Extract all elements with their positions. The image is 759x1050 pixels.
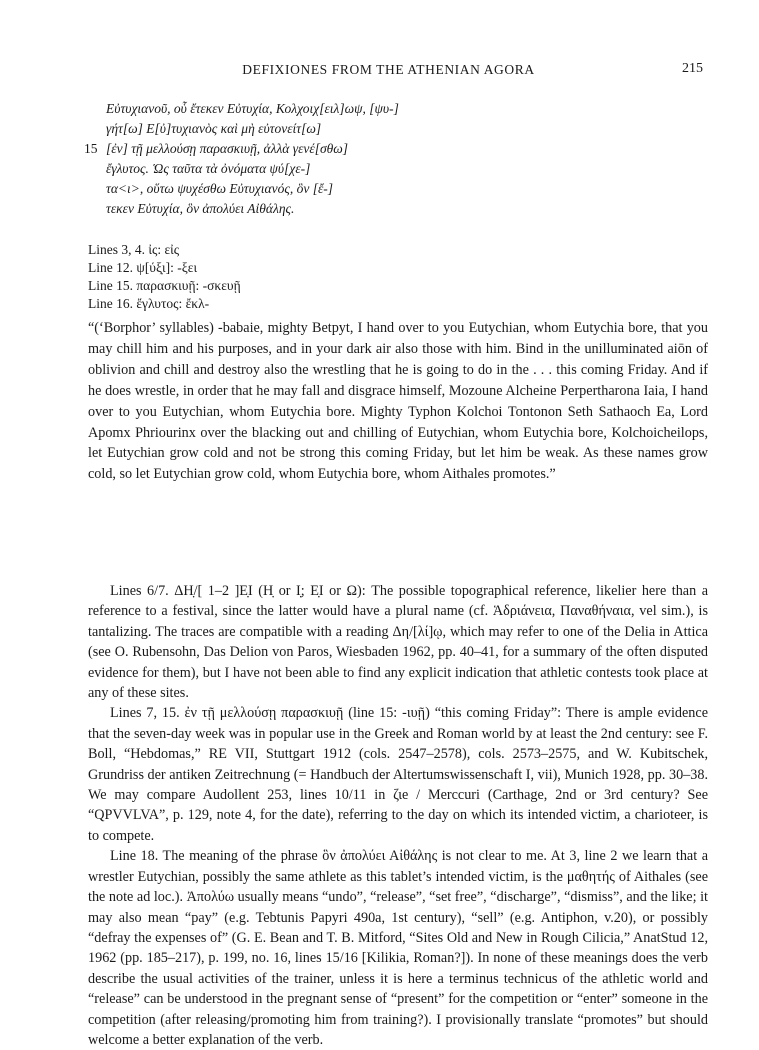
greek-line-text: τεκεν Εὐτυχία, ὃν ἀπολύει Αἰθάλης.: [106, 201, 295, 216]
commentary-paragraph: Lines 7, 15. ἐν τῇ μελλούσῃ παρασκιυῇ (line 15: -ιυῇ) “this coming Friday”: There is ample evidence that the seven-day week was in popular use in the Greek and Roman world by at least the 2nd century: see F. Boll, “Hebdomas,” RE VII, Stuttgart 1912 (cols. 2547–2578), cols. 2573–2575, and W. Kubitschek, Grundriss der antiken Zeitrechnung (= Handbuch der Altertumswissenschaft I, vii), Munich 1928, pp. 30–38. We may compare Audollent 253, lines 10/11 in ζιe / Merccuri (Carthage, 2nd or 3rd century? See “QPVVLVA”, p. 129, note 4, for the date), referring to the day on which its intended victim, a charioteer, is to compete.: [88, 705, 708, 844]
greek-line-text: ἔγλυτος. Ὡς ταῦτα τὰ ὀνόματα ψύ[χε-]: [106, 161, 311, 176]
commentary-paragraph: Line 18. The meaning of the phrase ὃν ἀπολύει Αἰθάλης is not clear to me. At 3, line 2 we learn that a wrestler Eutychian, possibly the same athlete as this tablet’s intended victim, is the μαθητής of Aithales (see the note ad loc.). Ἀπολύω usually means “undo”, “release”, “set free”, “discharge”, “dismiss”, and the like; it may also mean “pay” (e.g. Tebtunis Papyri 490a, 1st century), “sell” (e.g. Antiphon, v.20), or possibly “defray the expenses of” (G. E. Bean and T. B. Mitford, “Sites Old and New in Rough Cilicia,” AnatStud 12, 1962 (pp. 185–217), p. 199, no. 16, lines 15/16 [Kilikia, Roman?]). In none of these meanings does the verb describe the usual activities of the trainer, unless it is here a terminus technicus of the athletic world and “release” can be understood in the pregnant sense of “present” for the competition or “enter” someone in the competition (after releasing/promoting him from training?). I provisionally translate “promotes” but should welcome a better explanation of the verb.: [88, 848, 708, 1048]
apparatus-entry: Line 16. ἔγλυτος: ἔκλ-: [88, 296, 210, 311]
critical-apparatus: [88, 241, 688, 313]
translation-paragraph: “(‘Borphor’ syllables) -babaie, mighty Betpyt, I hand over to you Eutychian, whom Eutychia bore, that you may chill him and his purposes, and in your dark air also those with him. Bind in the unilluminated aiōn of oblivion and chill and destroy also the wrestling that he is going to do in the . . . this coming Friday. And if he does wrestle, in order that he may fall and disgrace himself, Mozoune Alcheine Perpertharona Iaia, I hand over to you Eutychian, whom Eutychia bore. Mighty Typhon Kolchoi Tontonon Seth Sathaoch Ea, Lord Apomx Phriourinx over the blacking out and chilling of Eutychian, whom Eutychia bore, Kolchoicheilops, let Eutychian grow cold and not be strong this coming Friday, but let him be weak. As these names grow cold, so let Eutychian grow cold, whom Eutychia bore, whom Aithales promotes.”: [88, 320, 708, 483]
greek-line: [106, 199, 666, 219]
apparatus-entry: Lines 3, 4. ἰς: εἰς: [88, 242, 180, 257]
commentary: [88, 581, 708, 1050]
greek-line: [84, 139, 666, 159]
commentary-paragraph: Lines 6/7. ΔΗ̣/[ 1–2 ]Ε̣Ι (Η̣ or Ι̣; Ε̣Ι or Ω): The possible topographical reference, likelier here than a reference to a festival, since the latter would have a plural name (cf. Ἁδριάνεια, Παναθήναια, vel sim.), is tantalizing. The traces are compatible with a reading Δη/[λί]ῳ, which may refer to one of the Delia in Attica (see O. Rubensohn, Das Delion von Paros, Wiesbaden 1962, pp. 40–41, for a summary of the often disputed evidence for them), but I have not been able to find any explicit indication that athletic contests took place at any of these sites.: [88, 583, 708, 702]
greek-line-text: [ἐν] τῇ μελλούσῃ παρασκιυῇ, ἀλλὰ γενέ[σθω]: [106, 141, 349, 156]
apparatus-entry: Line 12. ψ[ύξ̣ι]: -ξει: [88, 260, 198, 275]
page-number: 215: [682, 61, 703, 76]
greek-line-text: Εὐτυχιανοῦ, οὗ ἔτεκεν Εὐτυχία, Κολχοιχ[ειλ]ωψ, [ψυ-]: [106, 101, 399, 116]
greek-line-text: γήτ[ω] Ε[ὐ]τυχιανὸς καὶ μὴ εὐτονείτ[ω]: [106, 121, 322, 136]
greek-text-block: [84, 99, 666, 219]
greek-line-text: τα<ι>, οὕτω ψυχέσθω Εὐτυχιανός, ὃν [ἔ-]: [106, 181, 334, 196]
greek-line: [106, 179, 666, 199]
greek-line: [106, 159, 666, 179]
greek-line: [106, 99, 666, 119]
line-number: 15: [84, 141, 98, 156]
greek-line: [106, 119, 666, 139]
apparatus-entry: Line 15. παρασκιυῇ: -σκευῇ: [88, 278, 241, 293]
running-header: DEFIXIONES FROM THE ATHENIAN AGORA: [242, 62, 535, 77]
